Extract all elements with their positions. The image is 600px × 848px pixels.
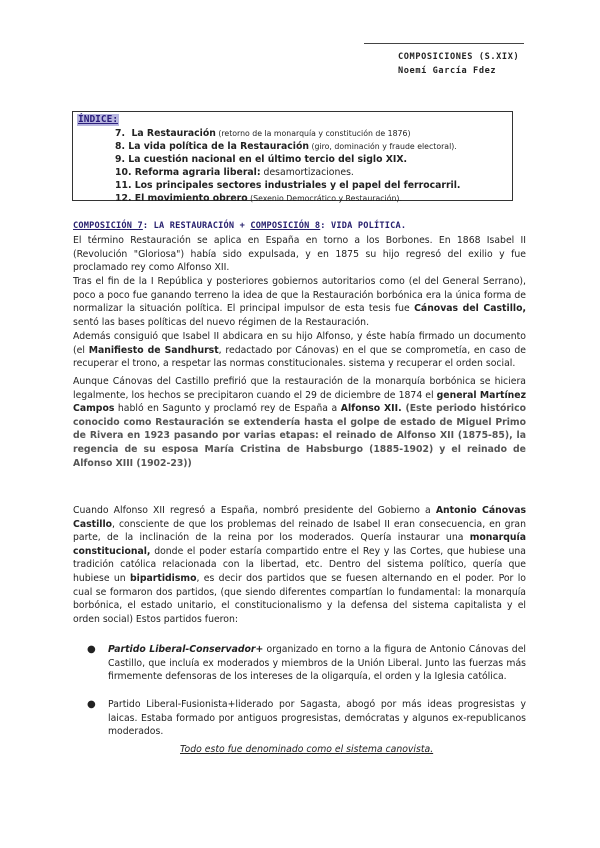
header-author: Noemí García Fdez	[398, 66, 497, 76]
paragraph-4: Aunque Cánovas del Castillo prefirió que la restauración de la monarquía borbónica se hiciera legalmente, los hechos se precipitaron cuando el 29 de diciembre de 1874 el general Martínez Campos habló en Sagunto y proclamó rey de España a Alfonso XII. (Este periodo histórico conocido como Restauración se extendería hasta el golpe de estado de Miguel Primo de Rivera en 1923 pasando por varias etapas: el reinado de Alfonso XII (1875-85), la regencia de su esposa María Cristina de Habsburgo (1885-1902) y el reinado de Alfonso XIII (1902-23))	[73, 376, 527, 469]
bullet-icon: ●	[87, 699, 96, 710]
index-item: 7. La Restauración (retorno de la monarquía y constitución de 1876)	[115, 128, 411, 139]
header-rule	[364, 43, 524, 44]
index-item: 11. Los principales sectores industriales y el papel del ferrocarril.	[115, 180, 461, 191]
paragraph-2: Tras el fin de la I República y posteriores gobiernos autoritarios como (el del General Serrano), poco a poco fue ganando terreno la idea de que la Restauración borbónica era la única forma de normalizar la situación política. El principal impulsor de esta tesis fue Cánovas del Castillo, sentó las bases políticas del nuevo régimen de la Restauración.	[73, 276, 526, 328]
index-box	[72, 111, 513, 204]
bullet-item-2: ● Partido Liberal-Fusionista+liderado por Sagasta, abogó por más ideas progresistas y laicas. Estaba formado por antiguos progresistas, demócratas y algunos ex-republicanos moderados.	[87, 699, 526, 738]
index-item: 8. La vida política de la Restauración (giro, dominación y fraude electoral).	[115, 141, 457, 152]
index-item: 10. Reforma agraria liberal: desamortizaciones.	[115, 167, 354, 178]
closing-note: Todo esto fue denominado como el sistema canovista.	[180, 744, 434, 755]
section-title: COMPOSICIÓN 7: LA RESTAURACIÓN + COMPOSICIÓN 8: VIDA POLÍTICA.	[73, 221, 407, 231]
index-title: ÍNDICE:	[78, 114, 119, 125]
header-title: COMPOSICIONES (S.XIX)	[398, 52, 520, 62]
paragraph-5: Cuando Alfonso XII regresó a España, nombró presidente del Gobierno a Antonio Cánovas Castillo, consciente de que los problemas del reinado de Isabel II eran consecuencia, en gran parte, de la inclinación de la reina por los moderados. Quería instaurar una monarquía constitucional, donde el poder estaría compartido entre el Rey y las Cortes, que hubiese una tradición católica relacionada con la libertad, etc. Dentro del sistema político, quería que hubiese un bipartidismo, es decir dos partidos que se fuesen alternando en el poder. Por lo cual se formaron dos partidos, (que siendo diferentes compartían lo fundamental: la monarquía borbónica, el estado unitario, el constitucionalismo y la defensa del sistema capitalista y el orden social) Estos partidos fueron:	[73, 505, 527, 625]
index-item: 12. El movimiento obrero (Sexenio Democrático y Restauración).	[115, 193, 402, 204]
index-item: 9. La cuestión nacional en el último tercio del siglo XIX.	[115, 154, 408, 165]
bullet-item-1: ● Partido Liberal-Conservador+ organizado en torno a la figura de Antonio Cánovas del Castillo, que incluía ex moderados y miembros de la Unión Liberal. Junto las fuerzas más firmemente defensoras de los intereses de la oligarquía, el orden y la Iglesia católica.	[87, 644, 527, 683]
paragraph-3: Además consiguió que Isabel II abdicara en su hijo Alfonso, y éste había firmado un documento (el Manifiesto de Sandhurst, redactado por Cánovas) en el que se comprometía, en caso de recuperar el trono, a respetar las normas constitucionales. sistema y recuperar el orden social.	[73, 331, 526, 370]
bullet-icon: ●	[87, 644, 96, 655]
index-list	[115, 127, 460, 205]
paragraph-1: El término Restauración se aplica en España en torno a los Borbones. En 1868 Isabel II (Revolución "Gloriosa") había sido expulsada, y en 1875 su hijo regresó del exilio y fue proclamado rey como Alfonso XII.	[73, 235, 526, 274]
